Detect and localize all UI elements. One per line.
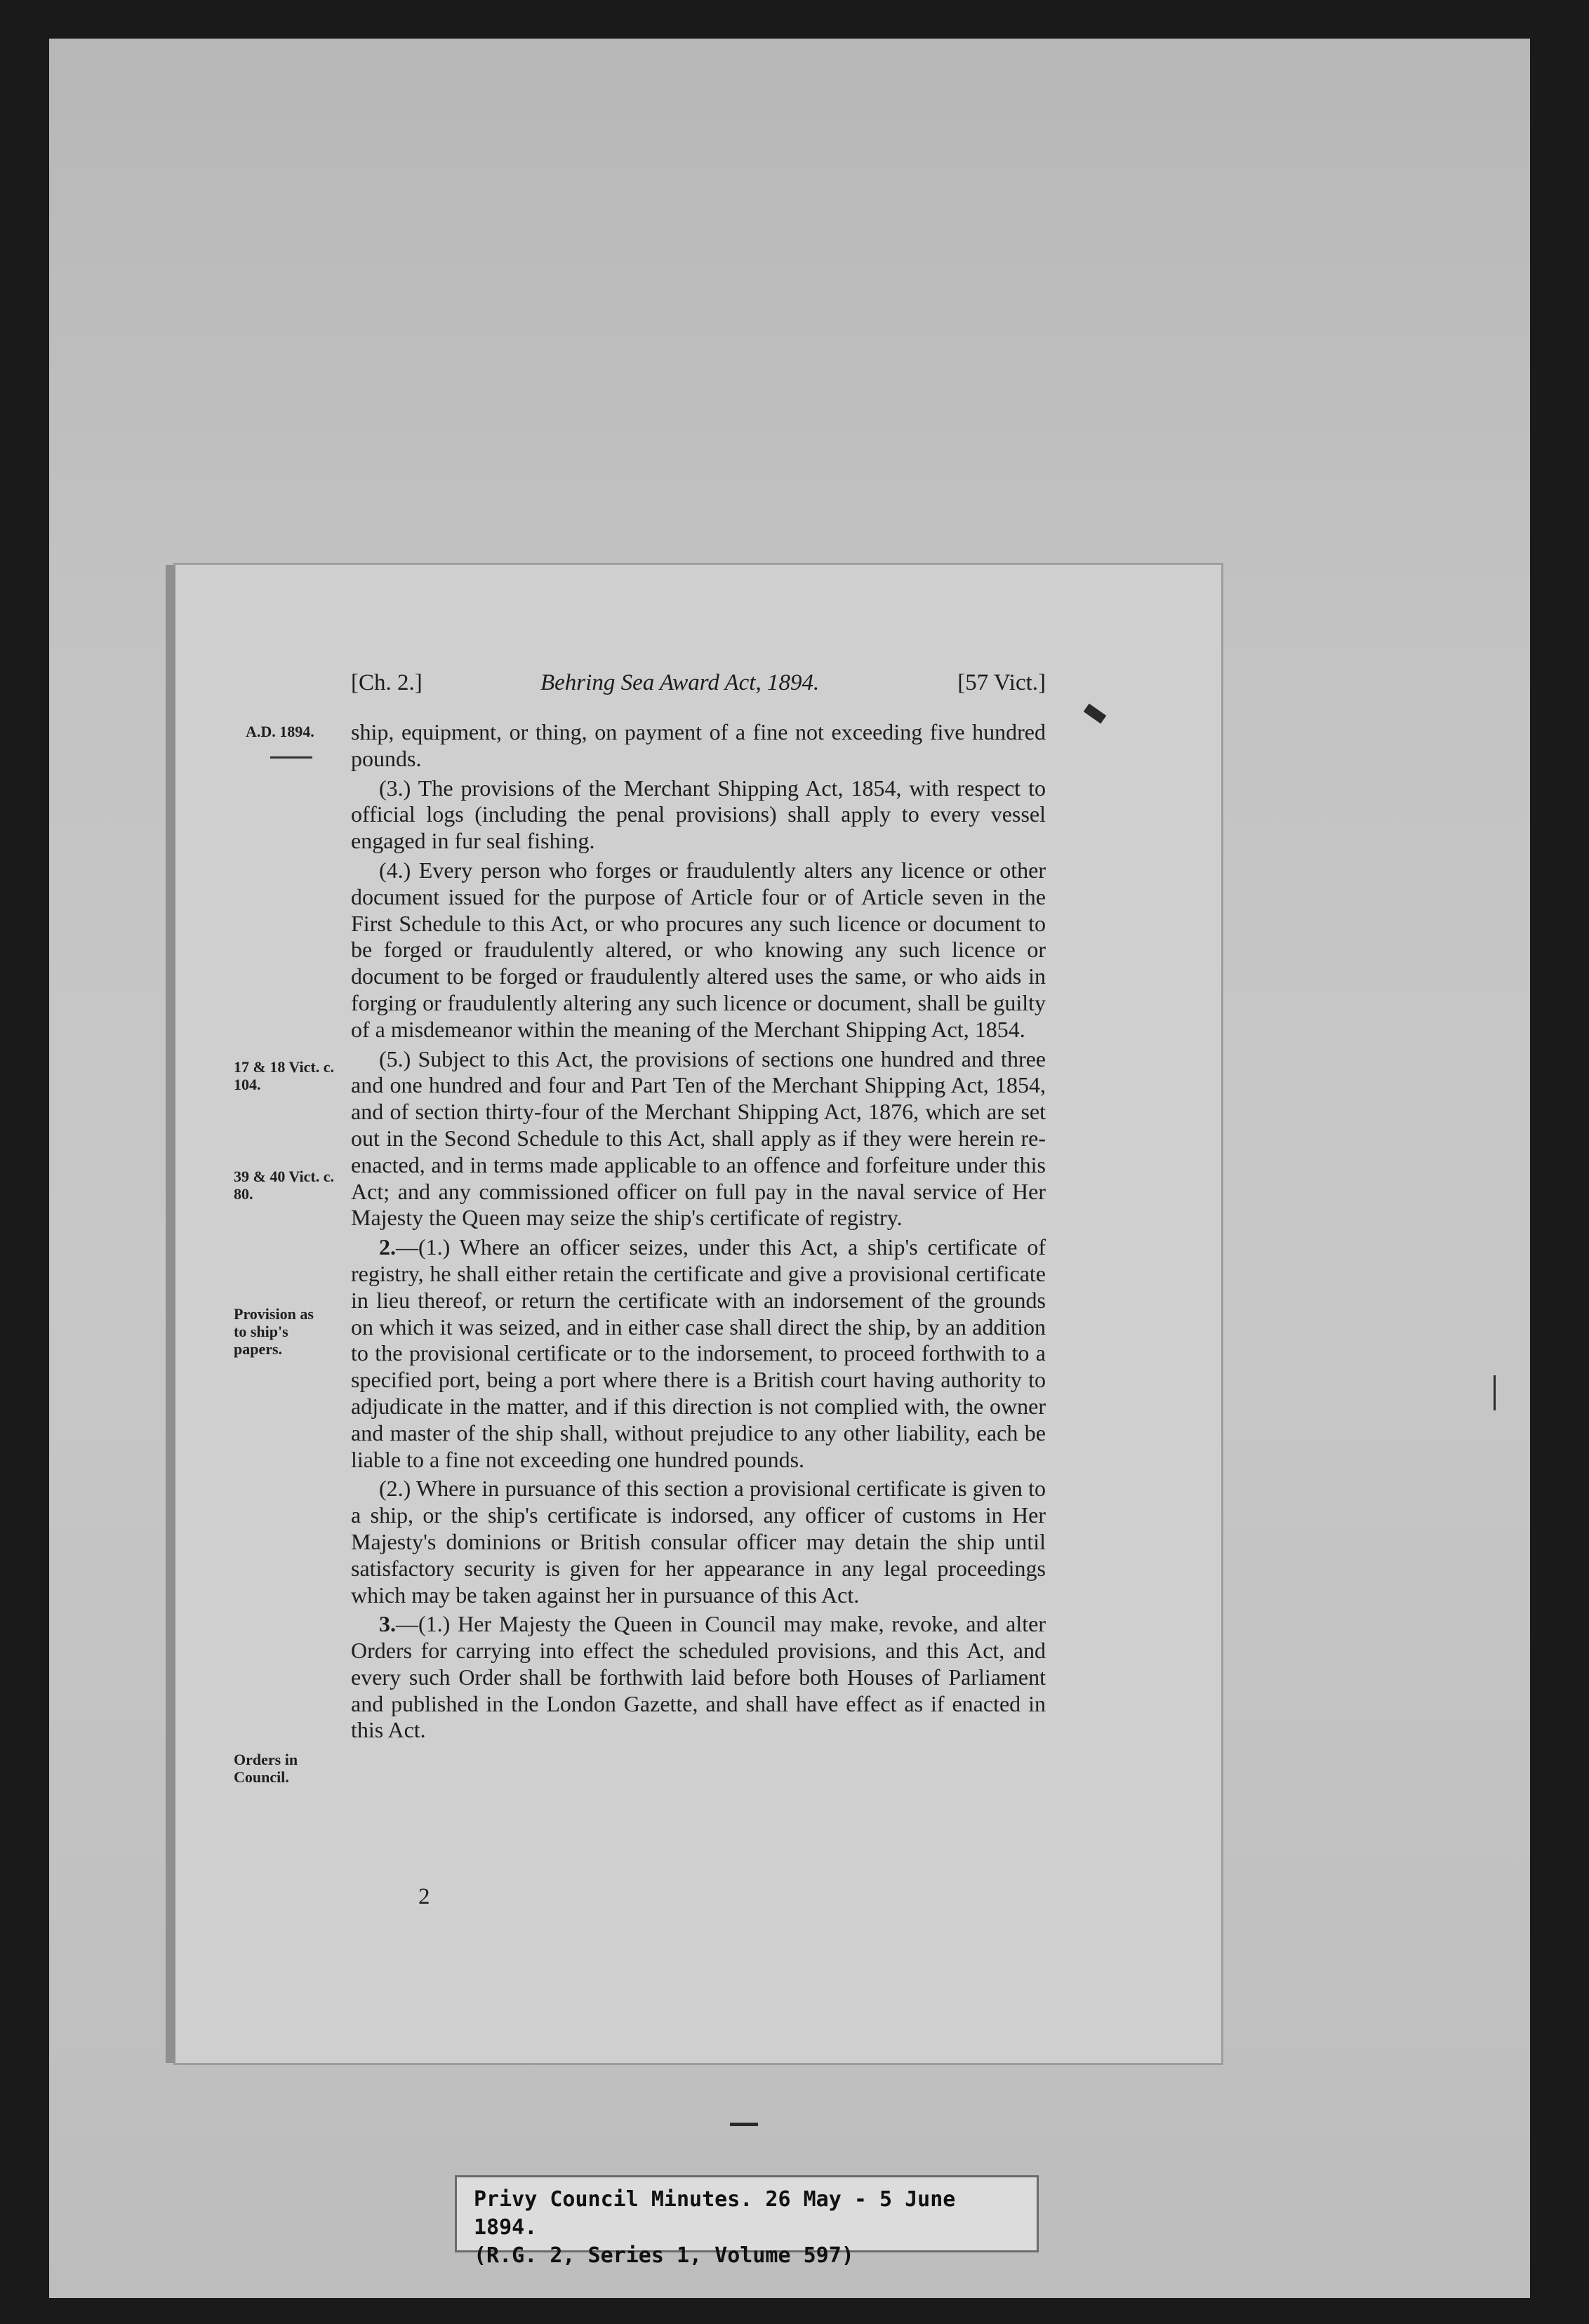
margin-ref-merchant-1876: 39 & 40 Vict. c. 80. <box>234 1168 334 1203</box>
act-text <box>351 719 1046 1747</box>
subsection-4: (4.) Every person who forges or fraudulently alters any licence or other document issued for the purpose of Article four or of Article seven in the First Schedule to this Act, or who procures any such licence or document to be forged or fraudulently altered, or who knowing any such licence or document to be forged or fraudulently altered uses the same, or who aids in forging or fraudulently altering any such licence or document, shall be guilty of a misdemeanor within the meaning of the Merchant Shipping Act, 1854. <box>351 857 1046 1042</box>
subsection-5: (5.) Subject to this Act, the provisions of sections one hundred and three and one hundred and four and Part Ten of the Merchant Shipping Act, 1854, and of section thirty-four of the Merchant Shipping Act, 1876, which are set out in the Second Schedule to this Act, shall apply as if they were herein re-enacted, and in terms made applicable to an offence and forfeiture under this Act; and any commissioned officer on full pay in the naval service of Her Majesty the Queen may seize the ship's certificate of registry. <box>351 1046 1046 1231</box>
section-3-1 <box>351 1611 1046 1744</box>
caption-line-2: (R.G. 2, Series 1, Volume 597) <box>474 2243 854 2268</box>
paragraph-continuation: ship, equipment, or thing, on payment of a fine not exceeding five hundred pounds. <box>351 719 1046 771</box>
caption-line-1: Privy Council Minutes. 26 May - 5 June 1894. <box>474 2187 956 2240</box>
chapter-label: [Ch. 2.] <box>351 670 423 695</box>
margin-provision-ships-papers: Provision as to ship's papers. <box>234 1305 314 1358</box>
page-header <box>351 670 1046 705</box>
subsection-3: (3.) The provisions of the Merchant Shipping Act, 1854, with respect to official logs (including the penal provisions) shall apply to every vessel engaged in fur seal fishing. <box>351 775 1046 854</box>
margin-ad-year: A.D. 1894. <box>246 723 314 740</box>
section-2-2: (2.) Where in pursuance of this section a provisional certificate is given to a ship, or the ship's certificate is indorsed, any officer of customs in Her Majesty's dominions or British consular officer may detain the ship until satisfactory security is given for her appearance in any legal proceedings which may be taken against her in pursuance of this Act. <box>351 1476 1046 1608</box>
margin-orders-in-council: Orders in Council. <box>234 1751 298 1786</box>
act-title: Behring Sea Award Act, 1894. <box>540 670 820 695</box>
film-scratch <box>1494 1375 1496 1410</box>
section-2-1 <box>351 1234 1046 1473</box>
section-number: 2. <box>379 1234 396 1260</box>
margin-ref-merchant-1854: 17 & 18 Vict. c. 104. <box>234 1058 334 1093</box>
margin-rule <box>270 756 312 759</box>
section-2-1-text: —(1.) Where an officer seizes, under this Act, a ship's certificate of registry, he shall either retain the certificate and give a provisional certificate in lieu thereof, or return the certificate with an indorsement of the grounds on which it was seized, and in either case shall direct the ship, by an addition to the provisional certificate or to the indorsement, to proceed forthwith to a specified port, being a port where there is a British court having authority to adjudicate in the matter, and if this direction is not complied with, the owner and master of the ship shall, without prejudice to any other liability, each be liable to a fine not exceeding one hundred pounds. <box>351 1234 1046 1472</box>
section-number: 3. <box>379 1611 396 1637</box>
film-mark <box>730 2123 758 2126</box>
section-3-1-text: —(1.) Her Majesty the Queen in Council may make, revoke, and alter Orders for carrying into effect the scheduled provisions, and this Act, and every such Order shall be forthwith laid before both Houses of Parliament and published in the London Gazette, and shall have effect as if enacted in this Act. <box>351 1611 1046 1743</box>
page-number: 2 <box>418 1884 430 1909</box>
archive-caption <box>455 2175 1039 2268</box>
regnal-year: [57 Vict.] <box>957 670 1046 695</box>
